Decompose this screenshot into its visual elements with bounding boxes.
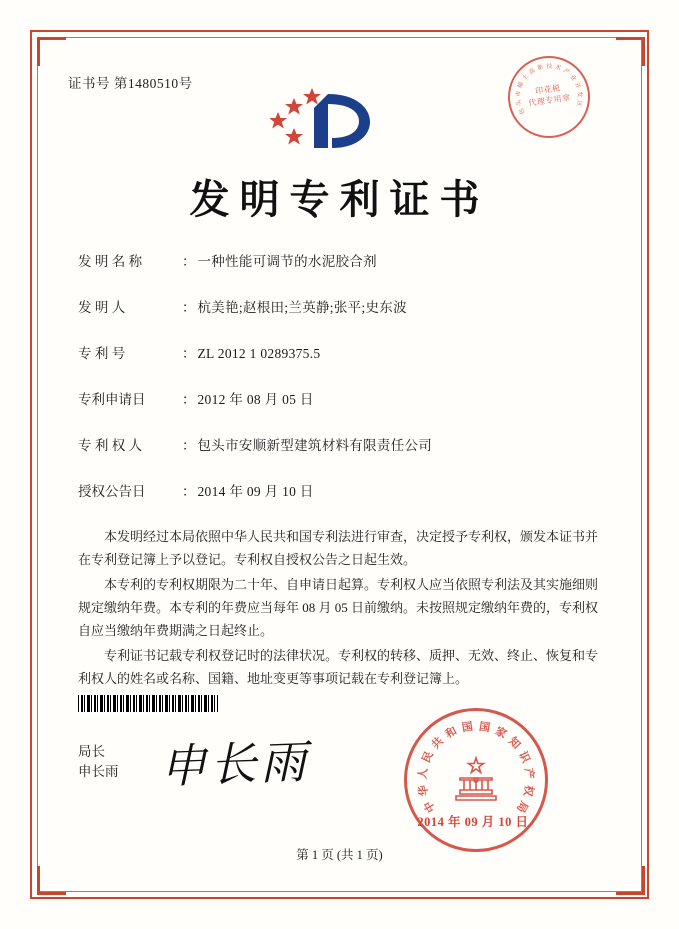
page-title: 发明专利证书	[189, 176, 490, 223]
field-value-grant-date: 2014 年 09 月 10 日	[197, 484, 314, 499]
border-corner-top-right	[616, 37, 645, 66]
field-colon: ：	[182, 300, 196, 315]
field-value-invention-name: 一种性能可调节的水泥胶合剂	[197, 254, 377, 269]
border-corner-top-left	[37, 37, 66, 66]
field-row	[78, 250, 598, 270]
field-row	[78, 388, 598, 408]
body-paragraph-1: 本发明经过本局依照中华人民共和国专利法进行审查，决定授予专利权，颁发本证书并在专利登记簿上予以登记。专利权自授权公告之日起生效。	[78, 529, 599, 567]
field-colon: ：	[182, 346, 196, 361]
field-value-application-date: 2012 年 08 月 05 日	[197, 392, 314, 407]
certificate-fields	[78, 250, 598, 526]
field-label-inventors: 发 明 人	[78, 300, 126, 315]
agency-stamp-line-2: 代理专用章	[527, 93, 572, 108]
sipo-logo-icon	[270, 78, 390, 156]
field-label-application-date: 专利申请日	[78, 392, 146, 407]
signature-block	[78, 742, 119, 782]
field-label-invention-name: 发 明 名 称	[78, 254, 143, 269]
agency-stamp-ring-text: 包 头 市 稀 土 高 新 技 术 产 业 开 发 区	[515, 63, 583, 116]
field-row	[78, 434, 598, 454]
agency-stamp-icon	[503, 51, 596, 144]
field-value-patentee: 包头市安顺新型建筑材料有限责任公司	[197, 438, 433, 453]
field-label-patentee: 专 利 权 人	[78, 438, 143, 453]
signature-title-label: 局长	[78, 744, 105, 759]
field-colon: ：	[182, 438, 196, 453]
field-colon: ：	[182, 254, 196, 269]
signature-name: 申长雨	[78, 764, 119, 779]
border-corner-bottom-left	[37, 866, 66, 895]
certificate-number: 证书号 第1480510号	[68, 76, 193, 91]
field-label-patent-number: 专 利 号	[78, 346, 126, 361]
agency-stamp-line-1: 印花税	[534, 83, 562, 96]
border-corner-bottom-right	[616, 866, 645, 895]
certificate-body-text	[78, 525, 598, 692]
body-paragraph-2: 本专利的专利权期限为二十年、自申请日起算。专利权人应当依照专利法及其实施细则规定缴纳年费。本专利的年费应当每年 08 月 05 日前缴纳。未按照规定缴纳年费的，专利权自应当缴纳年费期满之日起终止。	[78, 577, 599, 638]
field-colon: ：	[182, 392, 196, 407]
barcode	[78, 695, 218, 712]
field-row	[78, 480, 598, 500]
field-row	[78, 342, 598, 362]
national-emblem-icon	[446, 750, 506, 810]
field-row	[78, 296, 598, 316]
field-colon: ：	[182, 484, 196, 499]
handwritten-signature: 申长雨	[159, 734, 312, 794]
national-seal-icon: 中 华 人 民 共 和 国 国 家 知 识 产 权 局	[404, 708, 548, 852]
field-value-inventors: 杭美艳;赵根田;兰英静;张平;史东波	[197, 300, 407, 315]
field-value-patent-number: ZL 2012 1 0289375.5	[197, 346, 321, 361]
seal-date: 2014 年 09 月 10 日	[417, 815, 529, 829]
page-footer: 第 1 页 (共 1 页)	[296, 848, 383, 862]
field-label-grant-date: 授权公告日	[78, 484, 146, 499]
body-paragraph-3: 专利证书记载专利权登记时的法律状况。专利权的转移、质押、无效、终止、恢复和专利权人的姓名或名称、国籍、地址变更等事项记载在专利登记簿上。	[78, 648, 599, 686]
